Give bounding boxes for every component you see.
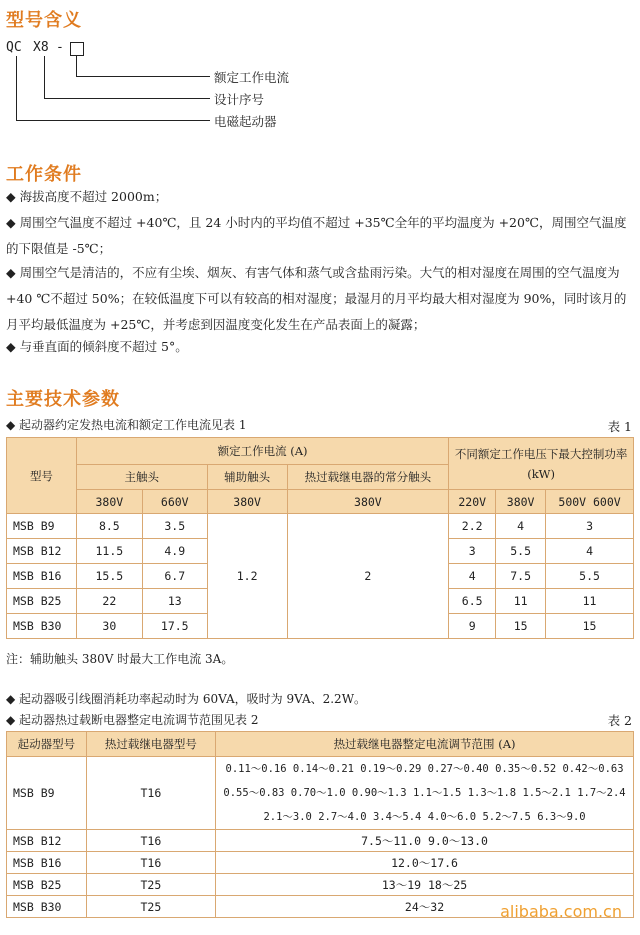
table1-header-model: 型号 xyxy=(7,438,77,514)
table1-header-v660: 660V xyxy=(142,490,207,514)
model-label-design-number: 设计序号 xyxy=(214,92,265,107)
cell-model: MSB B12 xyxy=(7,830,87,852)
table2 xyxy=(6,731,634,918)
leader-line xyxy=(76,76,210,77)
leader-line xyxy=(44,98,210,99)
table1-header-rated: 额定工作电流 (A) xyxy=(76,438,448,465)
cell-a380: 11.5 xyxy=(76,539,142,564)
model-code-qc: QC xyxy=(6,40,22,55)
table1-note: 注：辅助触头 380V 时最大工作电流 3A。 xyxy=(6,652,234,666)
table-row xyxy=(7,852,634,874)
leader-line xyxy=(16,56,17,120)
model-label-rated-current: 额定工作电流 xyxy=(214,70,290,85)
cell-model: MSB B12 xyxy=(7,539,77,564)
cell-a660: 13 xyxy=(142,589,207,614)
cell-p500: 5.5 xyxy=(546,564,634,589)
cell-model: MSB B30 xyxy=(7,896,87,918)
table1 xyxy=(6,437,634,639)
cell-p380: 5.5 xyxy=(496,539,546,564)
cell-range: 24～32 xyxy=(216,896,634,918)
table-row xyxy=(7,830,634,852)
cell-p500: 3 xyxy=(546,514,634,539)
table1-header-v220: 220V xyxy=(449,490,496,514)
cell-model: MSB B25 xyxy=(7,874,87,896)
cell-p380: 4 xyxy=(496,514,546,539)
cell-p220: 2.2 xyxy=(449,514,496,539)
leader-line xyxy=(76,56,77,76)
range-line: 2.1～3.0 2.7～4.0 3.4～5.4 4.0～6.0 5.2～7.5 6.3～9.0 xyxy=(263,811,586,823)
cell-a380: 22 xyxy=(76,589,142,614)
table1-header-v380: 380V xyxy=(207,490,287,514)
table2-header-model: 起动器型号 xyxy=(7,732,87,757)
range-line: 0.55～0.83 0.70～1.0 0.90～1.3 1.1～1.5 1.3～1.8 1.5～2.1 1.7～2.4 xyxy=(223,787,626,799)
section-title-model-meaning: 型号含义 xyxy=(6,10,82,31)
cell-p220: 4 xyxy=(449,564,496,589)
cell-relay: T25 xyxy=(86,874,215,896)
condition-item: ◆ 海拔高度不超过 2000m； xyxy=(6,189,168,204)
cell-a380: 15.5 xyxy=(76,564,142,589)
model-code-dash: - xyxy=(56,40,64,55)
cell-relay: T16 xyxy=(86,852,215,874)
condition-item: ◆ 周围空气温度不超过 +40℃，且 24 小时内的平均值不超过 +35℃全年的平均温度为 +20℃，周围空气温度的下限值是 -5℃； xyxy=(6,215,627,256)
cell-range xyxy=(216,757,634,830)
cell-p380: 15 xyxy=(496,614,546,639)
table2-header-range: 热过载继电器整定电流调节范围 (A) xyxy=(216,732,634,757)
cell-a660: 17.5 xyxy=(142,614,207,639)
table2-intro: ◆ 起动器热过载断电器整定电流调节范围见表 2 xyxy=(6,713,259,727)
model-code-x8: X8 xyxy=(33,40,49,55)
cell-relay: T25 xyxy=(86,896,215,918)
cell-a660: 6.7 xyxy=(142,564,207,589)
cell-model: MSB B30 xyxy=(7,614,77,639)
cell-p500: 11 xyxy=(546,589,634,614)
coil-power-text: ◆ 起动器吸引线圈消耗功率起动时为 60VA，吸时为 9VA、2.2W。 xyxy=(6,692,367,706)
table1-header-v380: 380V xyxy=(76,490,142,514)
section-title-working-conditions: 工作条件 xyxy=(6,164,82,185)
section-title-tech-params: 主要技术参数 xyxy=(6,389,120,410)
cell-p500: 15 xyxy=(546,614,634,639)
cell-relay: T16 xyxy=(86,757,215,830)
table2-tag: 表 2 xyxy=(607,713,632,728)
condition-item: ◆ 与垂直面的倾斜度不超过 5°。 xyxy=(6,339,188,354)
cell-range: 7.5～11.0 9.0～13.0 xyxy=(216,830,634,852)
table-row xyxy=(7,874,634,896)
watermark: alibaba.com.cn xyxy=(500,902,622,921)
table1-header-v380: 380V xyxy=(496,490,546,514)
table1-header-overload: 热过载继电器的常分触头 xyxy=(287,465,449,490)
table-row xyxy=(7,514,634,539)
cell-p500: 4 xyxy=(546,539,634,564)
cell-p220: 9 xyxy=(449,614,496,639)
table1-tag: 表 1 xyxy=(607,419,632,434)
cell-aux: 1.2 xyxy=(207,514,287,639)
table2-header-relay: 热过载继电器型号 xyxy=(86,732,215,757)
cell-range: 13～19 18～25 xyxy=(216,874,634,896)
cell-a380: 8.5 xyxy=(76,514,142,539)
cell-model: MSB B16 xyxy=(7,564,77,589)
cell-a660: 4.9 xyxy=(142,539,207,564)
table1-header-power: 不同额定工作电压下最大控制功率 (kW) xyxy=(449,438,634,490)
cell-model: MSB B25 xyxy=(7,589,77,614)
cell-p220: 3 xyxy=(449,539,496,564)
cell-p380: 11 xyxy=(496,589,546,614)
table1-header-aux-contact: 辅助触头 xyxy=(207,465,287,490)
cell-model: MSB B9 xyxy=(7,757,87,830)
cell-a660: 3.5 xyxy=(142,514,207,539)
table1-header-v500-600: 500V 600V xyxy=(546,490,634,514)
model-code-box xyxy=(70,42,84,56)
leader-line xyxy=(16,120,210,121)
cell-range: 12.0～17.6 xyxy=(216,852,634,874)
cell-overload: 2 xyxy=(287,514,449,639)
condition-item: ◆ 周围空气是清洁的，不应有尘埃、烟灰、有害气体和蒸气或含盐雨污染。大气的相对湿度在周围的空气温度为 +40 ℃不超过 50%；在较低温度下可以有较高的相对湿度；最湿月的月平均最大相对湿度为 90%，同时该月的月平均最低温度为 +25℃，并考虑到因温度变化发生在产品表面上的凝露； xyxy=(6,265,627,332)
cell-a380: 30 xyxy=(76,614,142,639)
cell-p220: 6.5 xyxy=(449,589,496,614)
cell-model: MSB B16 xyxy=(7,852,87,874)
range-line: 0.11～0.16 0.14～0.21 0.19～0.29 0.27～0.40 0.35～0.52 0.42～0.63 xyxy=(225,763,624,775)
table1-header-v380: 380V xyxy=(287,490,449,514)
table-row xyxy=(7,757,634,830)
table1-intro: ◆ 起动器约定发热电流和额定工作电流见表 1 xyxy=(6,418,247,432)
leader-line xyxy=(44,56,45,98)
cell-relay: T16 xyxy=(86,830,215,852)
cell-p380: 7.5 xyxy=(496,564,546,589)
model-label-magnetic-starter: 电磁起动器 xyxy=(214,114,277,129)
cell-model: MSB B9 xyxy=(7,514,77,539)
table1-header-main-contact: 主触头 xyxy=(76,465,207,490)
